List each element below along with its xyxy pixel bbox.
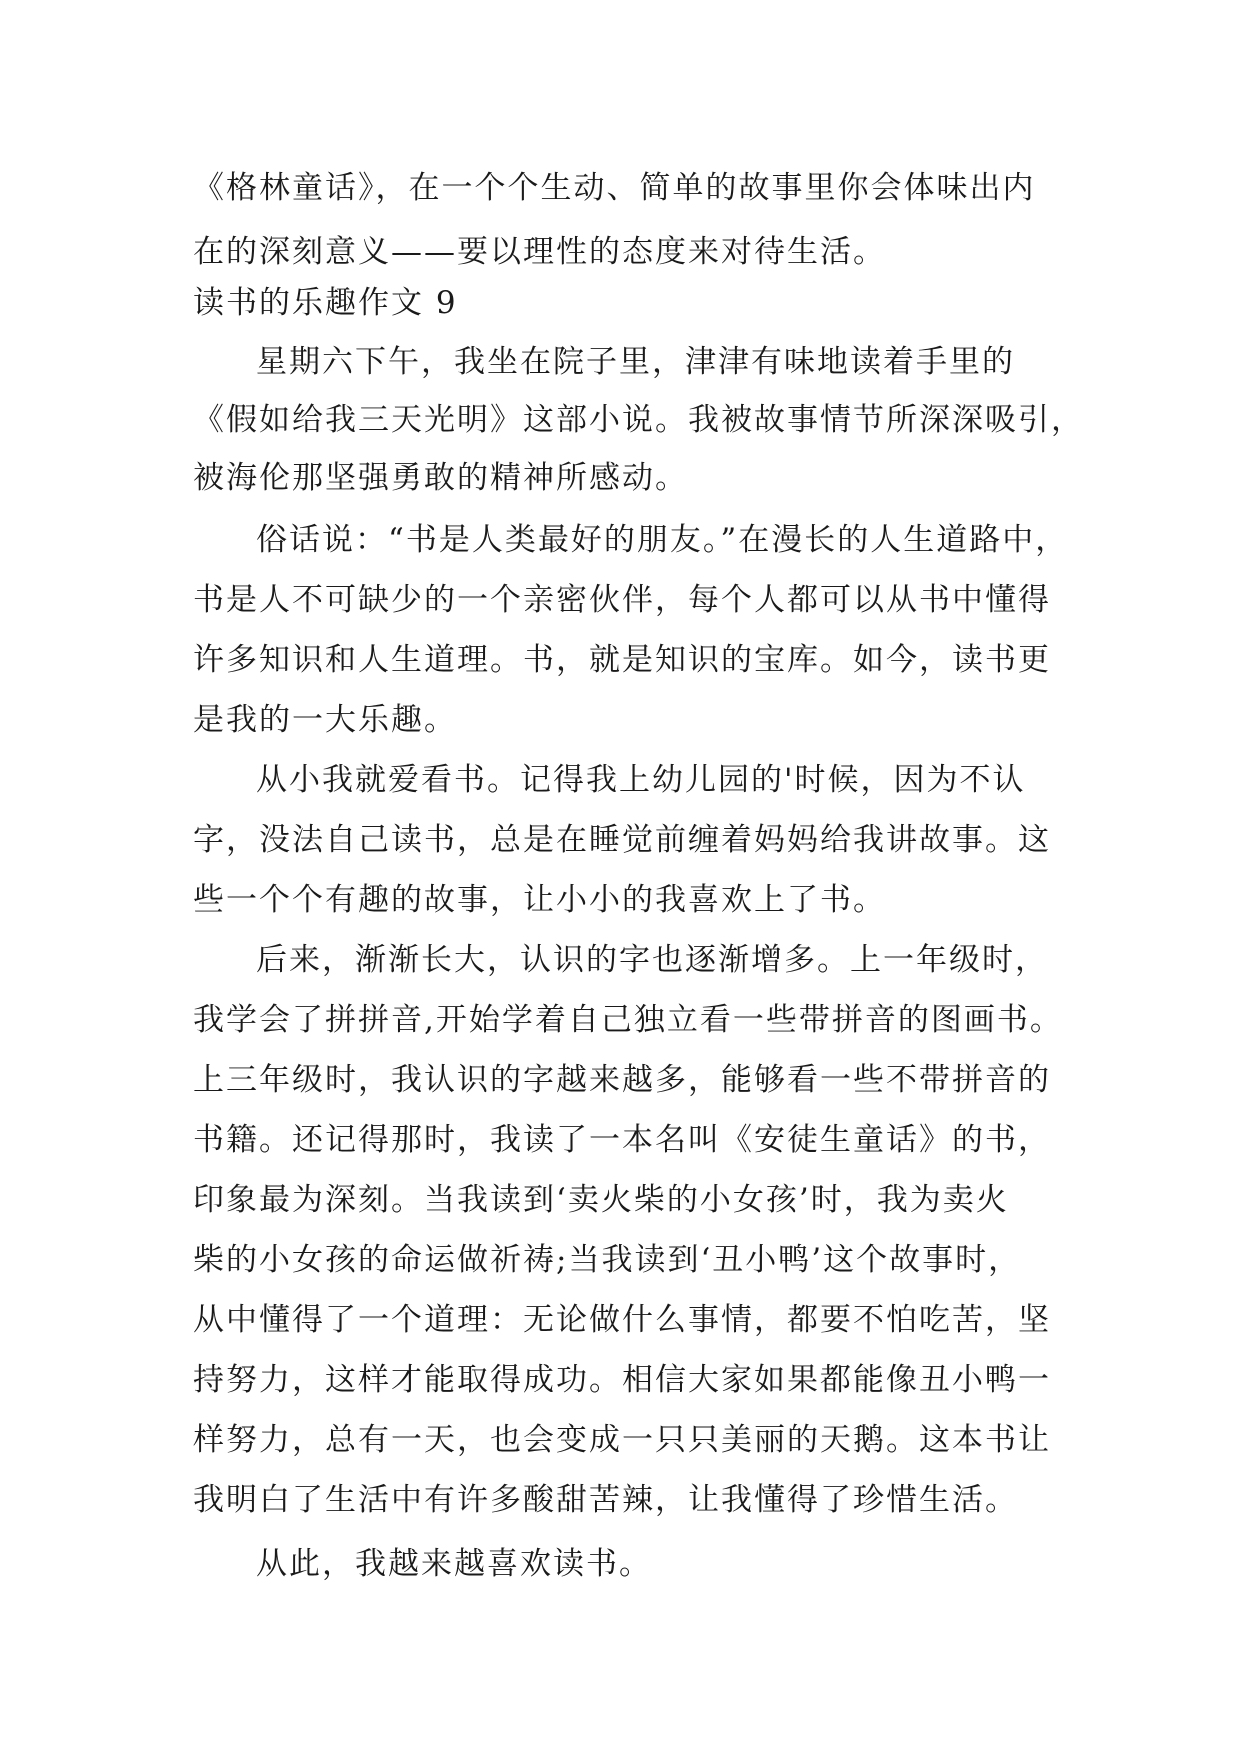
text-line: 些一个个有趣的故事，让小小的我喜欢上了书。	[193, 882, 886, 918]
text-line: 许多知识和人生道理。书，就是知识的宝库。如今，读书更	[193, 642, 1051, 678]
text-line: 字，没法自己读书，总是在睡觉前缠着妈妈给我讲故事。这	[193, 822, 1051, 858]
text-line: 在的深刻意义——要以理性的态度来对待生活。	[193, 234, 886, 270]
text-line: 上三年级时，我认识的字越来越多，能够看一些不带拼音的	[193, 1062, 1051, 1098]
text-line: 柴的小女孩的命运做祈祷;当我读到‘丑小鸭’这个故事时，	[193, 1242, 1022, 1278]
text-line: 是我的一大乐趣。	[193, 702, 457, 738]
text-line: 样努力，总有一天，也会变成一只只美丽的天鹅。这本书让	[193, 1422, 1051, 1458]
text-line: 持努力，这样才能取得成功。相信大家如果都能像丑小鸭一	[193, 1362, 1051, 1398]
paragraph-first-line: 从此，我越来越喜欢读书。	[256, 1546, 652, 1582]
paragraph-first-line: 星期六下午，我坐在院子里，津津有味地读着手里的	[256, 344, 1015, 380]
text-line: 书籍。还记得那时，我读了一本名叫《安徒生童话》的书，	[193, 1122, 1051, 1158]
section-heading: 读书的乐趣作文 9	[193, 285, 458, 321]
text-line: 书是人不可缺少的一个亲密伙伴，每个人都可以从书中懂得	[193, 582, 1051, 618]
text-line: 《格林童话》，在一个个生动、简单的故事里你会体味出内	[193, 170, 1036, 206]
text-line: 从中懂得了一个道理：无论做什么事情，都要不怕吃苦，坚	[193, 1302, 1051, 1338]
text-line: 我明白了生活中有许多酸甜苦辣，让我懂得了珍惜生活。	[193, 1482, 1018, 1518]
text-line: 印象最为深刻。当我读到‘卖火柴的小女孩’时，我为卖火	[193, 1182, 1009, 1218]
text-line: 被海伦那坚强勇敢的精神所感动。	[193, 460, 688, 496]
text-line: 《假如给我三天光明》这部小说。我被故事情节所深深吸引，	[193, 402, 1084, 438]
paragraph-first-line: 从小我就爱看书。记得我上幼儿园的'时候，因为不认	[256, 762, 1026, 798]
text-line: 我学会了拼拼音,开始学着自己独立看一些带拼音的图画书。	[193, 1002, 1063, 1038]
paragraph-first-line: 俗话说：“书是人类最好的朋友。”在漫长的人生道路中，	[256, 522, 1069, 558]
paragraph-first-line: 后来，渐渐长大，认识的字也逐渐增多。上一年级时，	[256, 942, 1048, 978]
